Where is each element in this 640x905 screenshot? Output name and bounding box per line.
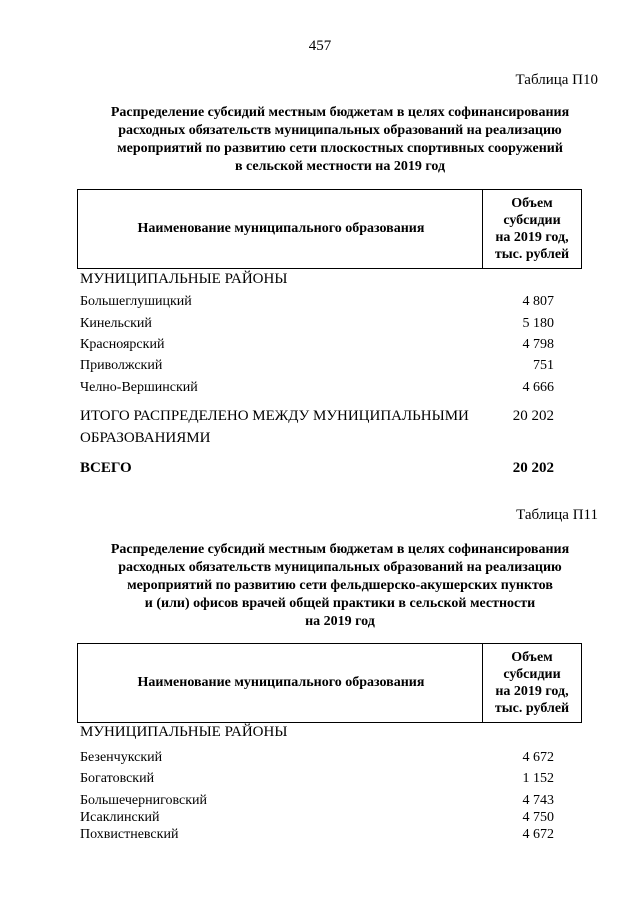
row-name: Богатовский [80,771,155,786]
grand-total-label: ВСЕГО [80,460,132,476]
table-p11-header [77,643,582,723]
volume-header-line: Объем [511,196,553,211]
title-line: в сельской местности на 2019 год [234,159,446,174]
row-value: 1 152 [522,771,554,786]
row-value: 4 672 [522,750,554,765]
column-header-volume [482,190,581,268]
title-line: на 2019 год [305,614,375,629]
row-value: 751 [533,358,554,373]
volume-header-line: тыс. рублей [494,247,570,262]
volume-header-line: тыс. рублей [494,701,570,716]
total-value: 20 202 [512,408,554,424]
grand-total-value: 20 202 [512,460,554,476]
section-municipal-districts: МУНИЦИПАЛЬНЫЕ РАЙОНЫ [80,271,288,287]
section-municipal-districts: МУНИЦИПАЛЬНЫЕ РАЙОНЫ [80,724,288,740]
title-line: мероприятий по развитию сети плоскостных спортивных сооружений [117,141,563,156]
volume-header-line: субсидии [503,213,561,228]
row-value: 4 743 [522,793,554,808]
volume-header-line: субсидии [503,667,561,682]
total-row [80,405,554,449]
volume-header-line: Объем [511,650,553,665]
row-value: 4 750 [522,810,554,825]
row-value: 4 672 [522,827,554,842]
column-header-name: Наименование муниципального образования [137,221,425,236]
column-header-volume [482,644,581,722]
title-line: расходных обязательств муниципальных образований на реализацию [118,123,562,138]
row-value: 4 666 [522,380,554,395]
table-p11-title [60,541,620,631]
row-name: Большеглушицкий [80,294,192,309]
row-value: 4 807 [522,294,554,309]
grand-total-row [80,460,554,477]
row-value: 4 798 [522,337,554,352]
title-line: Распределение субсидий местным бюджетам в целях софинансирования [110,542,570,557]
row-value: 5 180 [522,316,554,331]
table-p11-label: Таблица П11 [516,507,598,523]
volume-header-line: на 2019 год, [495,684,569,699]
row-name: Челно-Вершинский [80,380,198,395]
table-p10-header [77,189,582,269]
title-line: Распределение субсидий местным бюджетам в целях софинансирования [110,105,570,120]
title-line: мероприятий по развитию сети фельдшерско-акушерских пунктов [127,578,553,593]
title-line: расходных обязательств муниципальных образований на реализацию [118,560,562,575]
column-header-name: Наименование муниципального образования [137,675,425,690]
page-number: 457 [308,38,332,54]
table-p10-title [60,104,620,176]
row-name: Исаклинский [80,810,160,825]
row-name: Кинельский [80,316,152,331]
row-name: Похвистневский [80,827,179,842]
volume-header-line: на 2019 год, [495,230,569,245]
row-name: Приволжский [80,358,163,373]
row-name: Безенчукский [80,750,163,765]
title-line: и (или) офисов врачей общей практики в сельской местности [144,596,536,611]
table-p10-label: Таблица П10 [515,72,598,88]
row-name: Красноярский [80,337,165,352]
total-label-line: ИТОГО РАСПРЕДЕЛЕНО МЕЖДУ МУНИЦИПАЛЬНЫМИ [80,408,469,424]
row-name: Большечерниговский [80,793,208,808]
total-label-line: ОБРАЗОВАНИЯМИ [80,430,211,446]
